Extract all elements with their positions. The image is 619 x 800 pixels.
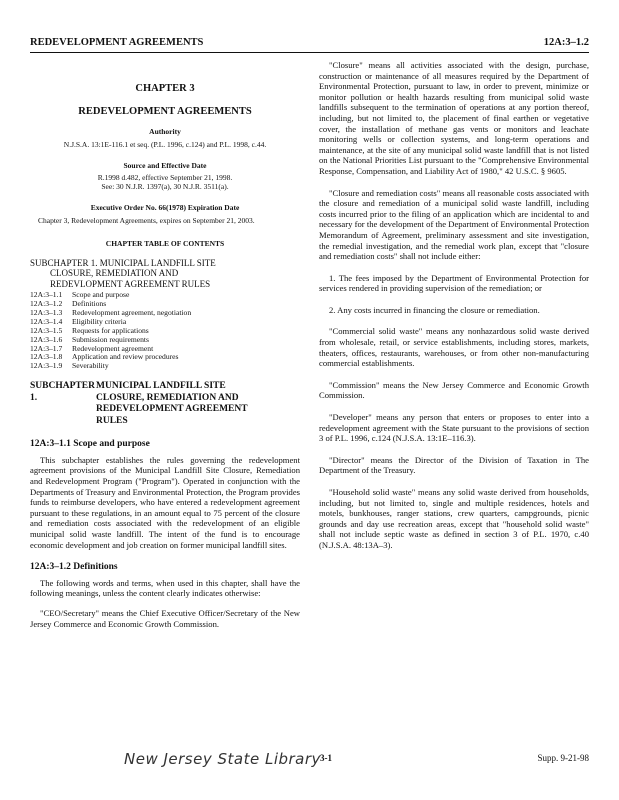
- toc-number: 12A:3–1.7: [30, 343, 63, 353]
- toc-entry: [30, 336, 300, 345]
- toc-number: 12A:3–1.2: [30, 298, 63, 308]
- running-header: [30, 34, 589, 48]
- right-column: [319, 60, 589, 562]
- toc-entry: [30, 327, 300, 336]
- toc-number: 12A:3–1.6: [30, 334, 63, 344]
- definition-ceo: "CEO/Secretary" means the Chief Executive Officer/Secretary of the New Jersey Commerce and Economic Growth Commission.: [30, 607, 300, 629]
- definition-household-solid-waste: "Household solid waste" means any solid waste derived from households, including, but not limited to, single and multiple residences, hotels and motels, bunkhouses, ranger stations, crew quarters, campgrounds, picnic grounds and day use recreation areas, except that "household solid waste" shall not include septic waste as defined in section 3 of P.L. 1970, c.40 (N.J.S.A. 48:13A–3).: [319, 487, 589, 550]
- authority-heading: Authority: [149, 127, 181, 137]
- definition-closure: "Closure" means all activities associated with the design, purchase, construction or maintenance of all measures required by the Department of Environmental Protection, pursuant to law, in order to prevent, minimize or monitor pollution or health hazards resulting from municipal solid waste landfills subsequent to the termination of operations at any portion thereof, including, but not limited to, the placement of final earthen or vegetative cover, the installation of methane gas vents or monitors and leachate monitoring wells or collection systems, and long-term operations and maintenance, at the site of any municipal solid waste landfill that is not listed on the National Priorities List pursuant to the "Comprehensive Environmental Response, Compensation, and Liability Act of 1980," 42 U.S.C. § 9605.: [319, 60, 589, 176]
- subchapter-heading: [30, 381, 300, 427]
- toc-entry-title: Severability: [72, 361, 109, 371]
- toc-subchapter: [30, 258, 300, 290]
- definition-director: "Director" means the Director of the Division of Taxation in The Department of the Treasury.: [319, 454, 589, 476]
- page-footer: [30, 750, 589, 770]
- supplement-date: Supp. 9-21-98: [537, 753, 589, 763]
- toc-entry: [30, 362, 300, 371]
- page-number: 3-1: [320, 753, 332, 763]
- scope-paragraph: This subchapter establishes the rules governing the redevelopment agreement provisions of the Municipal Landfill Site Closure, Remediation and Redevelopment Program ("Program"). Operated in conjunction with the Departments of Treasury and Environmental Protection, the Program provides funds to reimburse developers, who have entered a redevelopment agreement pursuant to these regulations, in an amount equal to 75 percent of the closure and remediation costs associated with the redevelopment of an eligible municipal solid waste landfill. The intent of the fund is to encourage economic development and job creation on former municipal landfill sites.: [30, 454, 300, 550]
- toc-number: 12A:3–1.4: [30, 316, 63, 326]
- toc-number: 12A:3–1.1: [30, 290, 63, 300]
- closure-cost-exclusion-1: 1. The fees imposed by the Department of Environmental Protection for services rendered in providing supervision of the remediation; or: [319, 272, 589, 294]
- definition-commission: "Commission" means the New Jersey Commerce and Economic Growth Commission.: [319, 379, 589, 401]
- subchapter-heading-line: CLOSURE, REMEDIATION AND: [96, 392, 239, 403]
- toc-number: 12A:3–1.8: [30, 352, 63, 362]
- definition-commercial-solid-waste: "Commercial solid waste" means any nonhazardous solid waste derived from wholesale, retail, or service establishments, including stores, markets, theaters, offices, restaurants, warehouses, or from other non-manufacturing commercial establishments.: [319, 326, 589, 369]
- expiration-text: Chapter 3, Redevelopment Agreements, expires on September 21, 2003.: [38, 215, 255, 225]
- definition-developer: "Developer" means any person that enters or proposes to enter into a redevelopment agreement with the State pursuant to the provisions of section 3 of P.L. 1996, c.124 (N.J.S.A. 13:1E–116.3).: [319, 412, 589, 444]
- toc-entry: [30, 309, 300, 318]
- toc-title: CHAPTER TABLE OF CONTENTS: [105, 238, 225, 248]
- toc-entry-title: Scope and purpose: [72, 290, 130, 300]
- toc-entry-title: Eligibility criteria: [72, 316, 127, 326]
- toc-entry-title: Definitions: [72, 298, 107, 308]
- toc-entry: [30, 291, 300, 300]
- subchapter-heading-line: MUNICIPAL LANDFILL SITE: [96, 381, 226, 392]
- toc-number: 12A:3–1.5: [30, 325, 63, 335]
- section-heading-scope: 12A:3–1.1 Scope and purpose: [30, 439, 150, 450]
- subchapter-heading-line: REDEVELOPMENT AGREEMENT: [96, 404, 248, 415]
- section-heading-definitions: 12A:3–1.2 Definitions: [30, 562, 118, 573]
- chapter-title: REDEVELOPMENT AGREEMENTS: [78, 105, 252, 117]
- toc-entry-title: Requests for applications: [72, 325, 149, 335]
- chapter-number: CHAPTER 3: [135, 83, 195, 94]
- header-rule: [30, 52, 589, 53]
- toc-entry: [30, 353, 300, 362]
- toc-number: 12A:3–1.9: [30, 361, 63, 371]
- toc-subchapter-line-2: CLOSURE, REMEDIATION AND: [50, 268, 179, 279]
- toc-number: 12A:3–1.3: [30, 307, 63, 317]
- library-stamp: New Jersey State Library: [124, 750, 321, 768]
- source-line-2: See: 30 N.J.R. 1397(a), 30 N.J.R. 3511(a).: [101, 182, 229, 192]
- toc-entry-title: Redevelopment agreement: [72, 343, 154, 353]
- left-column: [30, 60, 300, 638]
- toc-entry-title: Redevelopment agreement, negotiation: [72, 307, 192, 317]
- definition-closure-costs: "Closure and remediation costs" means all reasonable costs associated with the closure and remediation of a municipal solid waste landfill, including costs incurred prior to the filing of an application which are incidental to and necessary for the development of the Department of Environmental Protection Memorandum of Agreement, preliminary assessment and site investigation, the remedial investigation, and the remedial work plan, except that "closure and remediation costs" shall not include either:: [319, 187, 589, 262]
- source-heading: Source and Effective Date: [123, 160, 207, 170]
- toc-subchapter-line-1: SUBCHAPTER 1. MUNICIPAL LANDFILL SITE: [30, 257, 216, 268]
- toc-entry-title: Application and review procedures: [72, 352, 179, 362]
- header-section: 12A:3–1.2: [543, 37, 589, 48]
- closure-cost-exclusion-2: 2. Any costs incurred in financing the closure or remediation.: [329, 304, 540, 315]
- expiration-heading: Executive Order No. 66(1978) Expiration Date: [90, 203, 240, 213]
- toc-entry: [30, 318, 300, 327]
- authority-text: N.J.S.A. 13:1E-116.1 et seq. (P.L. 1996, c.124) and P.L. 1998, c.44.: [63, 139, 267, 149]
- header-title: REDEVELOPMENT AGREEMENTS: [30, 37, 204, 48]
- source-line-1: R.1998 d.482, effective September 21, 1998.: [97, 173, 233, 183]
- subchapter-heading-line: RULES: [96, 415, 128, 426]
- toc-entry-title: Submission requirements: [72, 334, 149, 344]
- toc-list: [30, 291, 300, 371]
- definitions-intro: The following words and terms, when used in this chapter, shall have the following meanings, unless the content clearly indicates otherwise:: [30, 577, 300, 599]
- subchapter-key: SUBCHAPTER 1.: [30, 381, 95, 403]
- toc-subchapter-line-3: REDEVLOPMENT AGREEMENT RULES: [50, 278, 211, 289]
